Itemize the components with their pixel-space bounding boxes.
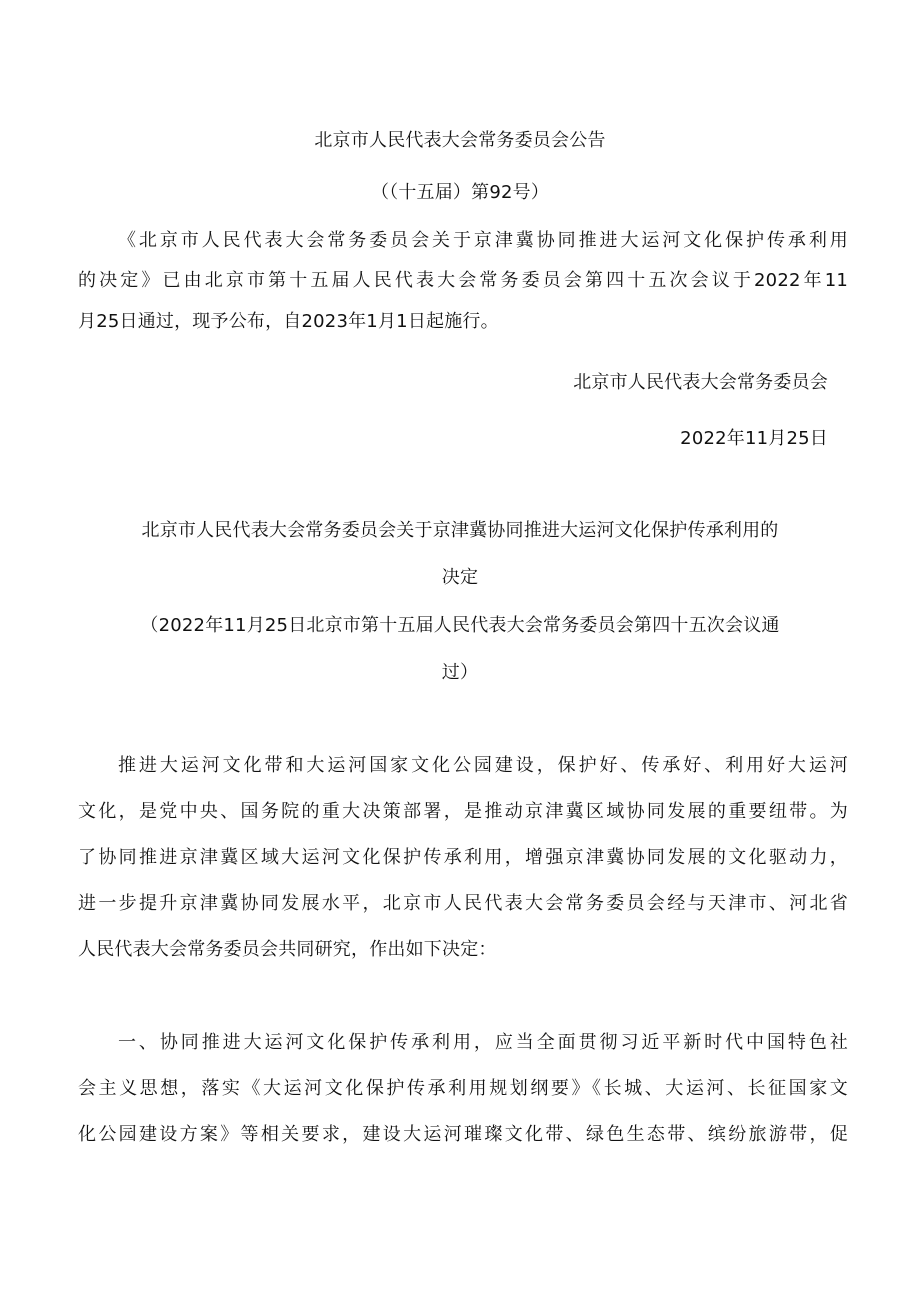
notice-body-line: 的决定》已由北京市第十五届人民代表大会常务委员会第四十五次会议于2022年11 bbox=[78, 270, 848, 291]
preamble-line: 推进大运河文化带和大运河国家文化公园建设，保护好、传承好、利用好大运河 bbox=[118, 755, 848, 776]
decision-title: 决定 bbox=[441, 567, 479, 588]
decision-title: 北京市人民代表大会常务委员会关于京津冀协同推进大运河文化保护传承利用的 bbox=[141, 520, 779, 541]
preamble-line: 人民代表大会常务委员会共同研究，作出如下决定： bbox=[78, 939, 497, 960]
notice-issuer: 北京市人民代表大会常务委员会 bbox=[573, 372, 828, 393]
notice-body-line: 《北京市人民代表大会常务委员会关于京津冀协同推进大运河文化保护传承利用 bbox=[118, 230, 848, 251]
notice-number: （（十五届）第92号） bbox=[370, 182, 550, 203]
article-line: 会主义思想，落实《大运河文化保护传承利用规划纲要》《长城、大运河、长征国家文 bbox=[78, 1078, 848, 1099]
preamble-line: 了协同推进京津冀区域大运河文化保护传承利用，增强京津冀协同发展的文化驱动力， bbox=[78, 847, 848, 868]
preamble-line: 文化，是党中央、国务院的重大决策部署，是推动京津冀区域协同发展的重要纽带。为 bbox=[78, 801, 848, 822]
article-line: 化公园建设方案》等相关要求，建设大运河璀璨文化带、绿色生态带、缤纷旅游带，促 bbox=[78, 1124, 848, 1145]
notice-title: 北京市人民代表大会常务委员会公告 bbox=[314, 130, 606, 151]
notice-body-line: 月25日通过，现予公布，自2023年1月1日起施行。 bbox=[78, 311, 499, 332]
decision-subtitle: （2022年11月25日北京市第十五届人民代表大会常务委员会第四十五次会议通 bbox=[140, 615, 780, 636]
article-line: 一、协同推进大运河文化保护传承利用，应当全面贯彻习近平新时代中国特色社 bbox=[118, 1032, 848, 1053]
notice-date: 2022年11月25日 bbox=[680, 428, 828, 449]
preamble-line: 进一步提升京津冀协同发展水平，北京市人民代表大会常务委员会经与天津市、河北省 bbox=[78, 893, 848, 914]
decision-subtitle: 过） bbox=[441, 662, 479, 683]
